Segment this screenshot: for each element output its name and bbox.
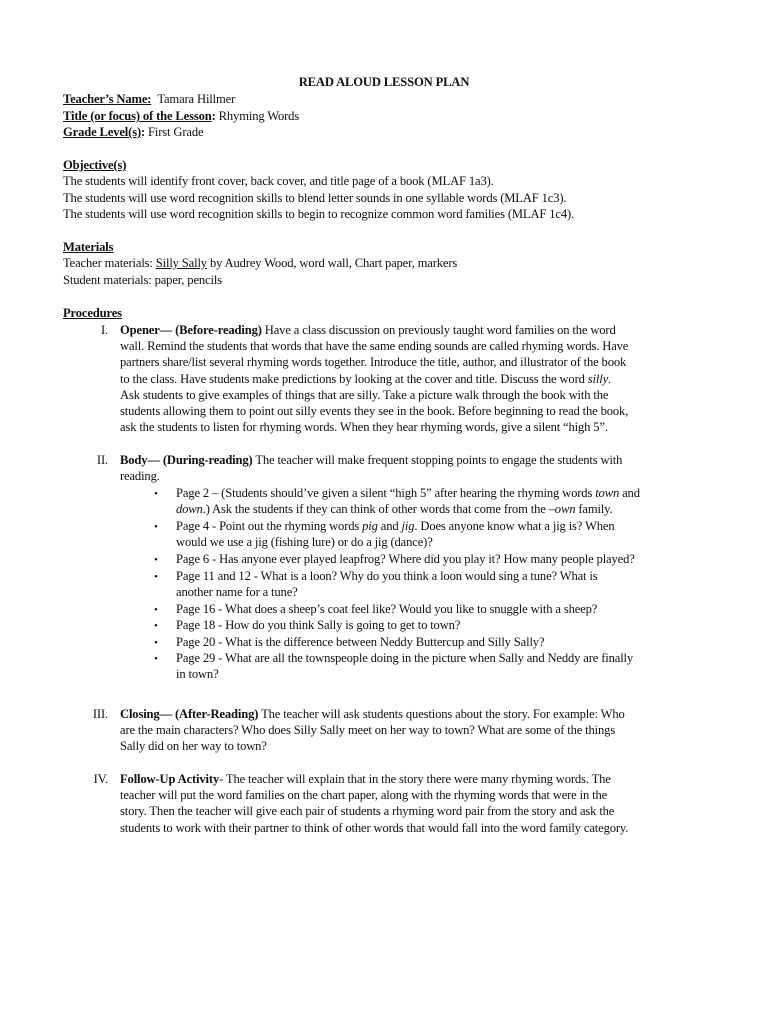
- follow-up-heading: Follow-Up Activity: [120, 772, 220, 786]
- section-number: I.: [100, 323, 108, 337]
- opener-line: to the class. Have students make predictions by looking at the cover and title. Discuss the word silly.: [120, 372, 612, 386]
- book-title: Silly Sally: [155, 256, 207, 270]
- bullet-item-cont: in town?: [176, 667, 219, 681]
- section-number: III.: [92, 707, 108, 721]
- follow-up-line: teacher will put the word families on the chart paper, along with the rhyming words that were in the: [120, 788, 608, 802]
- bullet-icon: •: [154, 604, 158, 616]
- grade-level-value: First Grade: [148, 125, 204, 139]
- bullet-item: Page 29 - What are all the townspeople doing in the picture when Sally and Neddy are finally: [176, 651, 634, 665]
- lesson-title-value: Rhyming Words: [218, 109, 300, 123]
- bullet-icon: •: [154, 620, 158, 632]
- section-number: IV.: [93, 772, 108, 786]
- bullet-item: Page 16 - What does a sheep’s coat feel like? Would you like to snuggle with a sheep?: [176, 602, 598, 616]
- opener-heading: Opener— (Before-reading): [120, 323, 262, 337]
- closing-line: Closing— (After-Reading) The teacher will ask students questions about the story. For example: Who: [120, 707, 625, 721]
- bullet-item-cont: another name for a tune?: [176, 585, 298, 599]
- body-line: reading.: [120, 469, 160, 483]
- grade-level-line: Grade Level(s): First Grade: [63, 125, 204, 139]
- procedures-heading: Procedures: [63, 306, 122, 320]
- objective-item: The students will use word recognition skills to begin to recognize common word families (MLAF 1c4).: [63, 207, 575, 221]
- opener-line: students allowing them to point out silly events they see in the book. Before beginning to read the book,: [120, 404, 629, 418]
- follow-up-line: story. Then the teacher will give each pair of students a rhyming word pair from the story and ask the: [120, 804, 615, 818]
- bullet-icon: •: [154, 521, 158, 533]
- objective-item: The students will use word recognition skills to blend letter sounds in one syllable words (MLAF 1c3).: [63, 191, 567, 205]
- objectives-heading: Objective(s): [63, 158, 127, 172]
- bullet-item: Page 20 - What is the difference between Neddy Buttercup and Silly Sally?: [176, 635, 545, 649]
- closing-line: are the main characters? Who does Silly Sally meet on her way to town? What are some of the things: [120, 723, 616, 737]
- closing-heading: Closing— (After-Reading): [120, 707, 259, 721]
- materials-heading: Materials: [63, 240, 114, 254]
- body-line: Body— (During-reading) The teacher will make frequent stopping points to engage the students with: [120, 453, 623, 467]
- bullet-icon: •: [154, 554, 158, 566]
- bullet-icon: •: [154, 571, 158, 583]
- bullet-item-cont: down.) Ask the students if they can think of other words that come from the –own family.: [176, 502, 613, 516]
- teacher-materials: Teacher materials: Silly Sally by Audrey Wood, word wall, Chart paper, markers: [63, 256, 458, 270]
- student-materials: Student materials: paper, pencils: [63, 273, 222, 287]
- bullet-icon: •: [154, 637, 158, 649]
- teacher-name-value: Tamara Hillmer: [157, 92, 236, 106]
- teacher-name-label: Teacher’s Name:: [63, 92, 152, 106]
- follow-up-line: students to work with their partner to think of other words that would fall into the word family category.: [120, 821, 629, 835]
- follow-up-line: Follow-Up Activity- The teacher will explain that in the story there were many rhyming words. The: [120, 772, 611, 786]
- lesson-title-label: Title (or focus) of the Lesson: [63, 109, 212, 123]
- document-title: READ ALOUD LESSON PLAN: [298, 75, 470, 89]
- grade-level-label: Grade Level(s): [63, 125, 141, 139]
- opener-line: partners share/list several rhyming words together. Introduce the title, author, and illustrator of the book: [120, 355, 627, 369]
- opener-line: Ask students to give examples of things that are silly. Take a picture walk through the book with the: [120, 388, 609, 402]
- bullet-item: Page 4 - Point out the rhyming words pig and jig. Does anyone know what a jig is? When: [176, 519, 615, 533]
- bullet-icon: •: [154, 488, 158, 500]
- closing-line: Sally did on her way to town?: [120, 739, 267, 753]
- section-number: II.: [96, 453, 108, 467]
- body-heading: Body— (During-reading): [120, 453, 253, 467]
- bullet-item: Page 18 - How do you think Sally is going to get to town?: [176, 618, 461, 632]
- bullet-item-cont: would we use a jig (fishing lure) or do a jig (dance)?: [176, 535, 433, 549]
- opener-line: Opener— (Before-reading) Have a class discussion on previously taught word families on the word: [120, 323, 616, 337]
- objective-item: The students will identify front cover, back cover, and title page of a book (MLAF 1a3).: [63, 174, 494, 188]
- bullet-icon: •: [154, 653, 158, 665]
- opener-line: ask the students to listen for rhyming words. When they hear rhyming words, give a silent “high 5”.: [120, 420, 608, 434]
- bullet-item: Page 6 - Has anyone ever played leapfrog? Where did you play it? How many people played?: [176, 552, 635, 566]
- lesson-title-line: Title (or focus) of the Lesson: Rhyming Words: [63, 109, 300, 123]
- bullet-item: Page 2 – (Students should’ve given a silent “high 5” after hearing the rhyming words town and: [176, 486, 640, 500]
- teacher-name-line: [63, 91, 235, 107]
- bullet-item: Page 11 and 12 - What is a loon? Why do you think a loon would sing a tune? What is: [176, 569, 598, 583]
- opener-line: wall. Remind the students that words that have the same ending sounds are called rhyming words. Have: [120, 339, 629, 353]
